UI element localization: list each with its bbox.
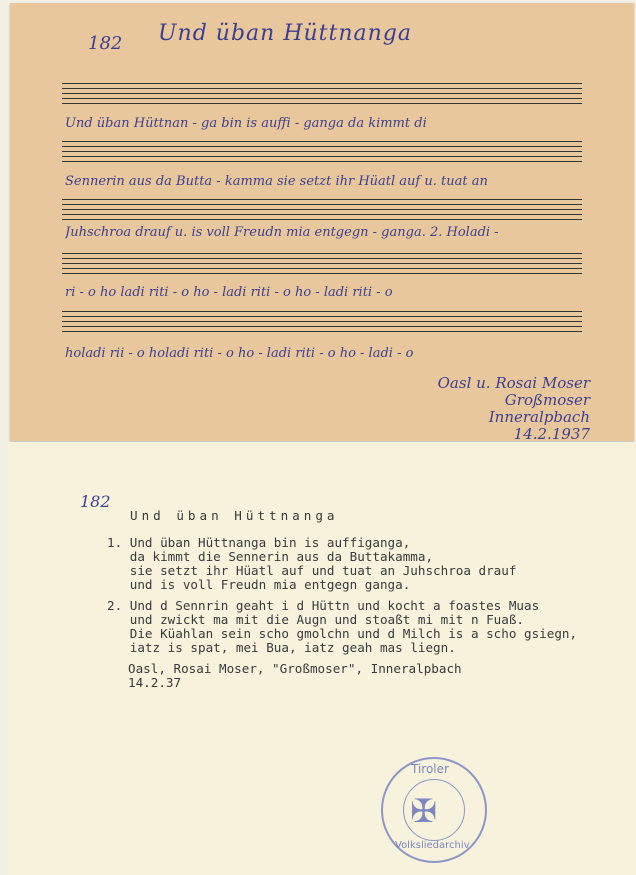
verse-line: und zwickt ma mit die Augn und stoaßt mi mit n Fuaß.: [107, 612, 525, 627]
signature: [438, 375, 590, 441]
verse-line: iatz is spat, mei Bua, iatz geah mas liegn.: [107, 640, 456, 655]
card-title: Und üban Hüttnanga: [158, 21, 413, 46]
verse-1: [107, 536, 516, 592]
signature-place: Inneralpbach: [488, 408, 590, 426]
source-date: 14.2.37: [128, 675, 182, 690]
verse-line: da kimmt die Sennerin aus da Buttakamma,: [107, 549, 434, 564]
verse-line: Die Küahlan sein scho gmolchn und d Milch is a scho gsiegn,: [107, 626, 578, 641]
archive-stamp: [381, 757, 487, 863]
source-line: [128, 662, 462, 690]
music-staff: [62, 141, 582, 165]
sheet-title: Und üban Hüttnanga: [130, 508, 339, 523]
verse-2: [107, 599, 577, 655]
eagle-icon: ✠: [411, 783, 437, 832]
lyric-line: holadi rii - o holadi riti - o ho - ladi riti - o ho - ladi - o: [65, 346, 414, 361]
signature-farm: Großmoser: [504, 391, 590, 409]
card-number: 182: [88, 33, 123, 54]
lyric-line: Sennerin aus da Butta - kamma sie setzt ihr Hüatl auf u. tuat an: [65, 174, 488, 189]
verse-line: 2. Und d Sennrin geaht i d Hüttn und kocht a foastes Muas: [107, 598, 540, 613]
lyric-line: Und üban Hüttnan - ga bin is auffi - ganga da kimmt di: [65, 116, 427, 131]
stamp-top-text: Tiroler: [411, 762, 449, 776]
signature-names: Oasl u. Rosai Moser: [437, 374, 590, 392]
manuscript-card: [10, 3, 634, 441]
music-staff: [62, 83, 582, 107]
lyric-line: ri - o ho ladi riti - o ho - ladi riti - o ho - ladi riti - o: [65, 285, 393, 300]
music-staff: [62, 253, 582, 277]
sheet-number: 182: [80, 492, 111, 511]
stamp-bottom-text: Volksliedarchiv: [395, 840, 470, 851]
lyric-line: Juhschroa drauf u. is voll Freudn mia entgegn - ganga. 2. Holadi -: [65, 225, 499, 240]
verse-line: sie setzt ihr Hüatl auf und tuat an Juhschroa drauf: [107, 563, 517, 578]
verse-line: 1. Und üban Hüttnanga bin is auffiganga,: [107, 535, 411, 550]
music-staff: [62, 199, 582, 223]
music-staff: [62, 311, 582, 335]
verse-line: und is voll Freudn mia entgegn ganga.: [107, 577, 411, 592]
source-name: Oasl, Rosai Moser, "Großmoser", Inneralpbach: [128, 661, 462, 676]
signature-date: 14.2.1937: [513, 425, 590, 441]
